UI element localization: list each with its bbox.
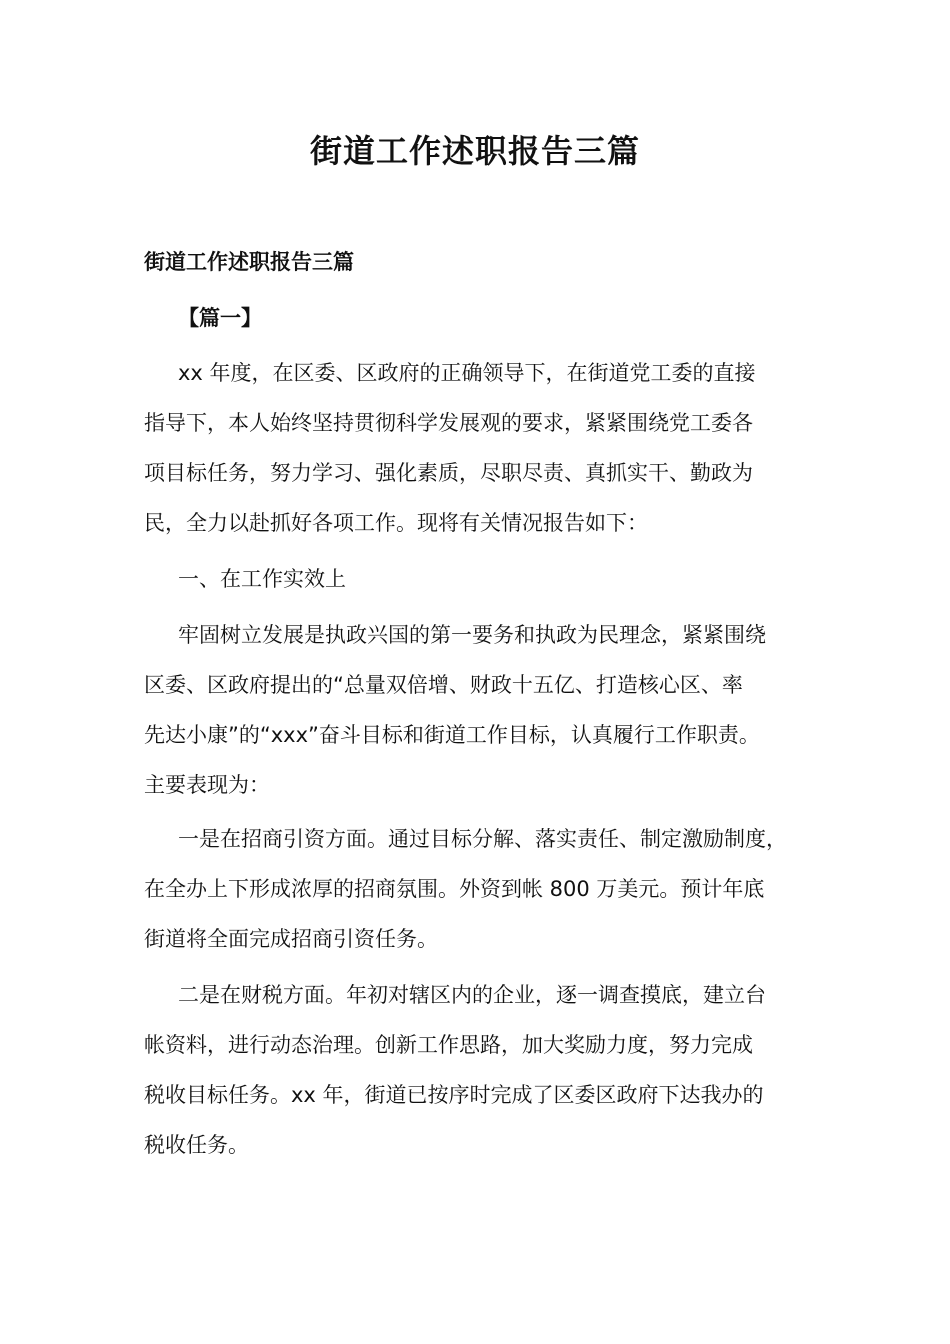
paragraph-line: 税收任务。 xyxy=(144,1133,249,1157)
paragraph-line: 二是在财税方面。年初对辖区内的企业，逐一调查摸底，建立台 xyxy=(178,983,766,1007)
paragraph-line: 牢固树立发展是执政兴国的第一要务和执政为民理念，紧紧围绕 xyxy=(178,623,766,647)
paragraph-line: 帐资料，进行动态治理。创新工作思路，加大奖励力度，努力完成 xyxy=(144,1033,753,1057)
paragraph-line: xx 年度，在区委、区政府的正确领导下，在街道党工委的直接 xyxy=(178,361,756,385)
paragraph-line: 项目标任务，努力学习、强化素质，尽职尽责、真抓实干、勤政为 xyxy=(144,461,753,485)
paragraph-investment xyxy=(144,814,834,964)
paragraph-line: 民，全力以赴抓好各项工作。现将有关情况报告如下： xyxy=(144,511,648,535)
paragraph-line: 指导下，本人始终坚持贯彻科学发展观的要求，紧紧围绕党工委各 xyxy=(144,411,753,435)
paragraph-line: 街道将全面完成招商引资任务。 xyxy=(144,927,438,951)
section-heading: 【篇一】 xyxy=(178,306,262,330)
paragraph-line: 在全办上下形成浓厚的招商氛围。外资到帐 800 万美元。预计年底 xyxy=(144,877,765,901)
paragraph-line: 主要表现为： xyxy=(144,773,270,797)
document-subtitle: 街道工作述职报告三篇 xyxy=(144,250,354,274)
paragraph-line: 区委、区政府提出的“总量双倍增、财政十五亿、打造核心区、率 xyxy=(144,673,743,697)
paragraph-line: 一、在工作实效上 xyxy=(178,567,346,591)
paragraph-line: 税收目标任务。xx 年，街道已按序时完成了区委区政府下达我办的 xyxy=(144,1083,764,1107)
paragraph-intro xyxy=(144,348,834,548)
paragraph-development xyxy=(144,610,834,810)
paragraph-heading-work-results xyxy=(144,554,834,604)
paragraph-line: 一是在招商引资方面。通过目标分解、落实责任、制定激励制度， xyxy=(178,827,787,851)
document-title: 街道工作述职报告三篇 xyxy=(309,132,640,170)
paragraph-finance-tax xyxy=(144,970,834,1170)
paragraph-line: 先达小康”的“xxx”奋斗目标和街道工作目标，认真履行工作职责。 xyxy=(144,723,760,747)
